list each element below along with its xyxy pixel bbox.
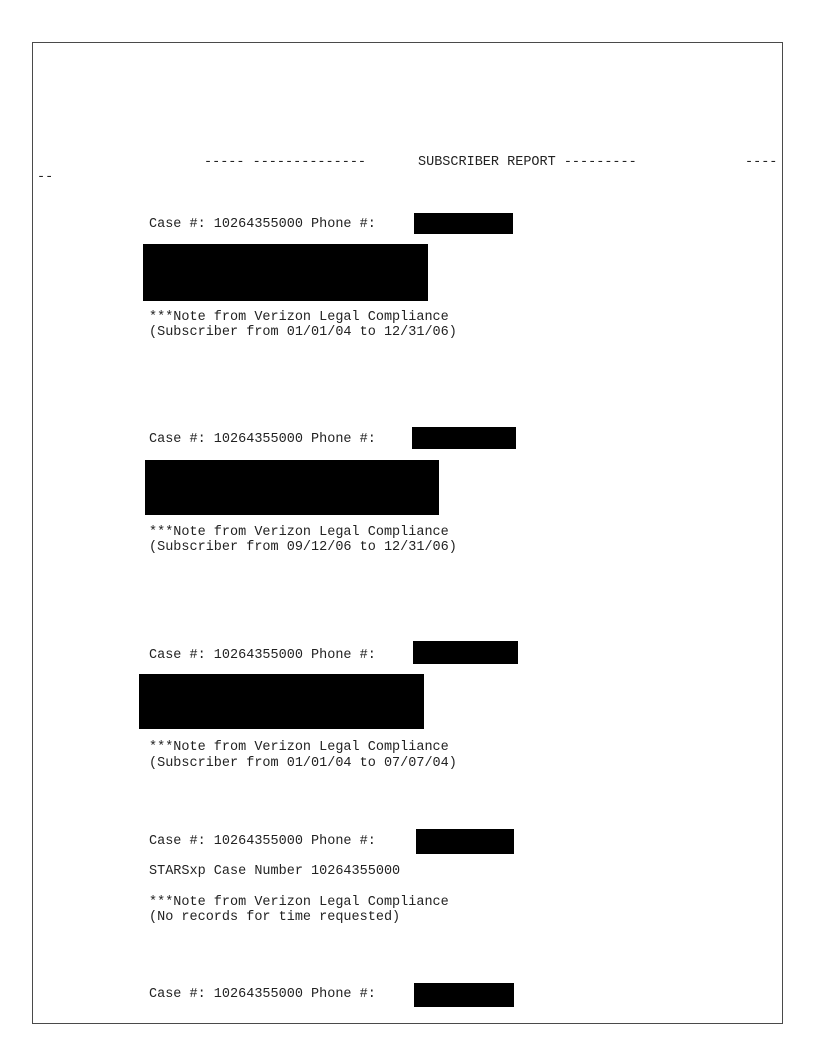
subscriber-period: (Subscriber from 09/12/06 to 12/31/06) <box>149 540 457 555</box>
redacted-subscriber-info <box>143 244 428 301</box>
redacted-phone <box>412 427 516 449</box>
header-dashes-wrap: -- <box>37 170 54 185</box>
compliance-note: ***Note from Verizon Legal Compliance <box>149 310 449 325</box>
redacted-subscriber-info <box>145 460 439 515</box>
case-line: Case #: 10264355000 Phone #: <box>149 834 376 849</box>
case-line: Case #: 10264355000 Phone #: <box>149 987 376 1002</box>
redacted-phone <box>414 983 514 1007</box>
header-dashes-right: ---- <box>745 155 778 170</box>
stars-case-number: STARSxp Case Number 10264355000 <box>149 864 401 879</box>
redacted-phone <box>414 213 513 234</box>
subscriber-period: (Subscriber from 01/01/04 to 07/07/04) <box>149 756 457 771</box>
case-line: Case #: 10264355000 Phone #: <box>149 648 376 663</box>
compliance-note: ***Note from Verizon Legal Compliance <box>149 525 449 540</box>
no-records-note: (No records for time requested) <box>149 910 401 925</box>
subscriber-period: (Subscriber from 01/01/04 to 12/31/06) <box>149 325 457 340</box>
compliance-note: ***Note from Verizon Legal Compliance <box>149 895 449 910</box>
header-dashes-left: ----- -------------- <box>204 155 367 170</box>
case-line: Case #: 10264355000 Phone #: <box>149 217 376 232</box>
case-line: Case #: 10264355000 Phone #: <box>149 432 376 447</box>
redacted-phone <box>413 641 518 664</box>
redacted-subscriber-info <box>139 674 424 729</box>
redacted-phone <box>416 829 514 854</box>
compliance-note: ***Note from Verizon Legal Compliance <box>149 740 449 755</box>
report-title: SUBSCRIBER REPORT --------- <box>418 155 637 170</box>
